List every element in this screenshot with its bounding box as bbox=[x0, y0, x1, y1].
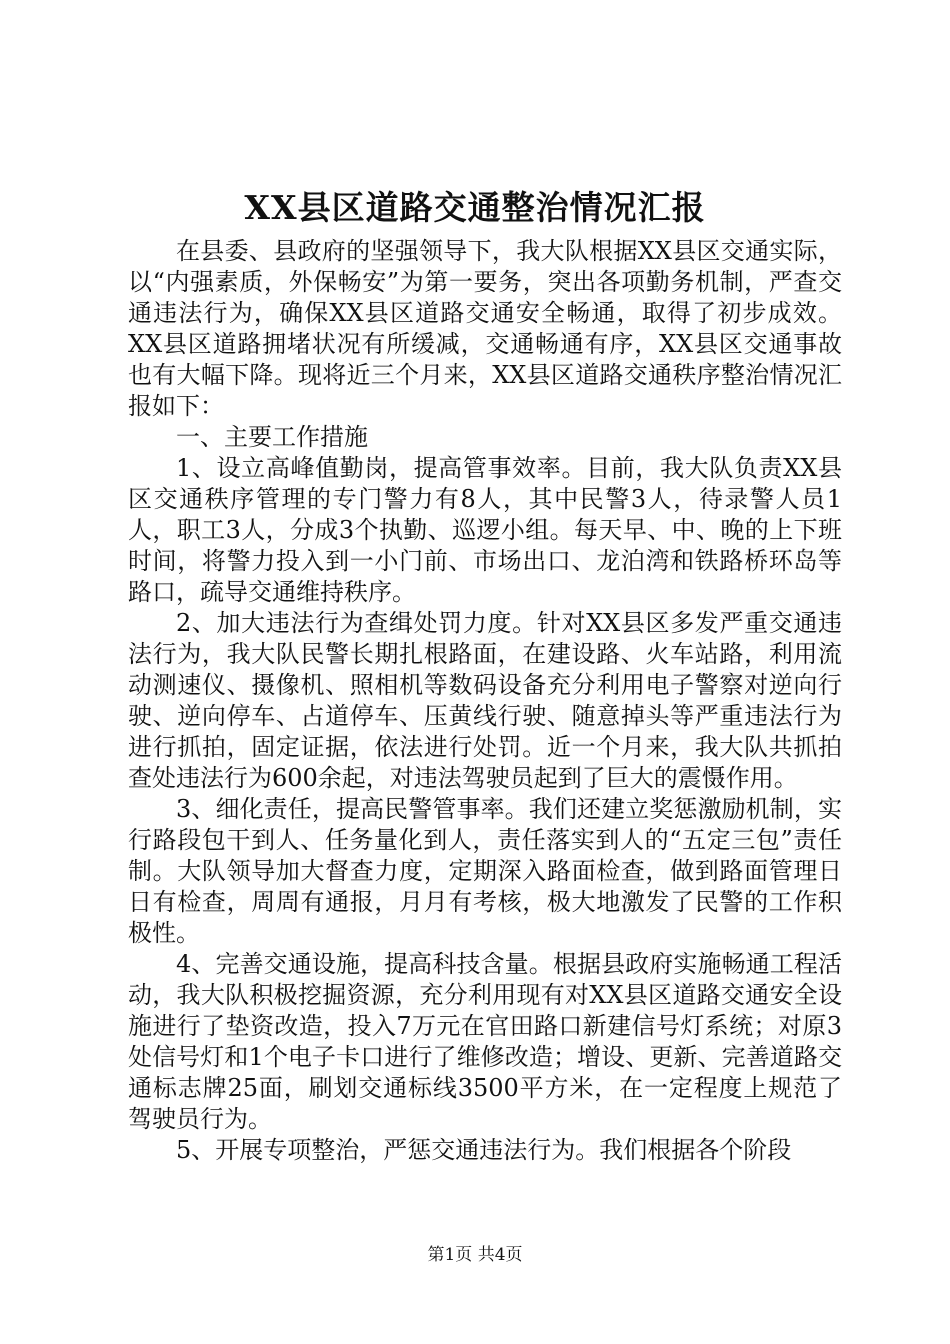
paragraph-intro: 在县委、县政府的坚强领导下，我大队根据XX县区交通实际，以“内强素质，外保畅安”为第一要务，突出各项勤务机制，严查交通违法行为，确保XX县区道路交通安全畅通，取得了初步成效。XX县区道路拥堵状况有所缓减，交通畅通有序，XX县区交通事故也有大幅下降。现将近三个月来，XX县区道路交通秩序整治情况汇报如下： bbox=[128, 237, 842, 420]
document-title: XX县区道路交通整治情况汇报 bbox=[244, 188, 706, 227]
section-heading: 一、主要工作措施 bbox=[176, 423, 368, 451]
paragraph-item-1: 1、设立高峰值勤岗，提高管事效率。目前，我大队负责XX县区交通秩序管理的专门警力有8人，其中民警3人，待录警人员1人，职工3人，分成3个执勤、巡逻小组。每天早、中、晚的上下班时间，将警力投入到一小门前、市场出口、龙泊湾和铁路桥环岛等路口，疏导交通维持秩序。 bbox=[128, 454, 842, 606]
paragraph-item-5: 5、开展专项整治，严惩交通违法行为。我们根据各个阶段 bbox=[176, 1136, 792, 1164]
document-body bbox=[128, 236, 842, 1166]
paragraph-item-2: 2、加大违法行为查缉处罚力度。针对XX县区多发严重交通违法行为，我大队民警长期扎根路面，在建设路、火车站路，利用流动测速仪、摄像机、照相机等数码设备充分利用电子警察对逆向行驶、逆向停车、占道停车、压黄线行驶、随意掉头等严重违法行为进行抓拍，固定证据，依法进行处罚。近一个月来，我大队共抓拍查处违法行为600余起，对违法驾驶员起到了巨大的震慑作用。 bbox=[128, 609, 842, 792]
page-footer: 第1页 共4页 bbox=[427, 1245, 523, 1265]
paragraph-item-3: 3、细化责任，提高民警管事率。我们还建立奖惩激励机制，实行路段包干到人、任务量化到人，责任落实到人的“五定三包”责任制。大队领导加大督查力度，定期深入路面检查，做到路面管理日日有检查，周周有通报，月月有考核，极大地激发了民警的工作积极性。 bbox=[128, 795, 842, 947]
paragraph-item-4: 4、完善交通设施，提高科技含量。根据县政府实施畅通工程活动，我大队积极挖掘资源，充分利用现有对XX县区道路交通安全设施进行了垫资改造，投入7万元在官田路口新建信号灯系统；对原3处信号灯和1个电子卡口进行了维修改造；增设、更新、完善道路交通标志牌25面，刷划交通标线3500平方米，在一定程度上规范了驾驶员行为。 bbox=[128, 950, 842, 1133]
